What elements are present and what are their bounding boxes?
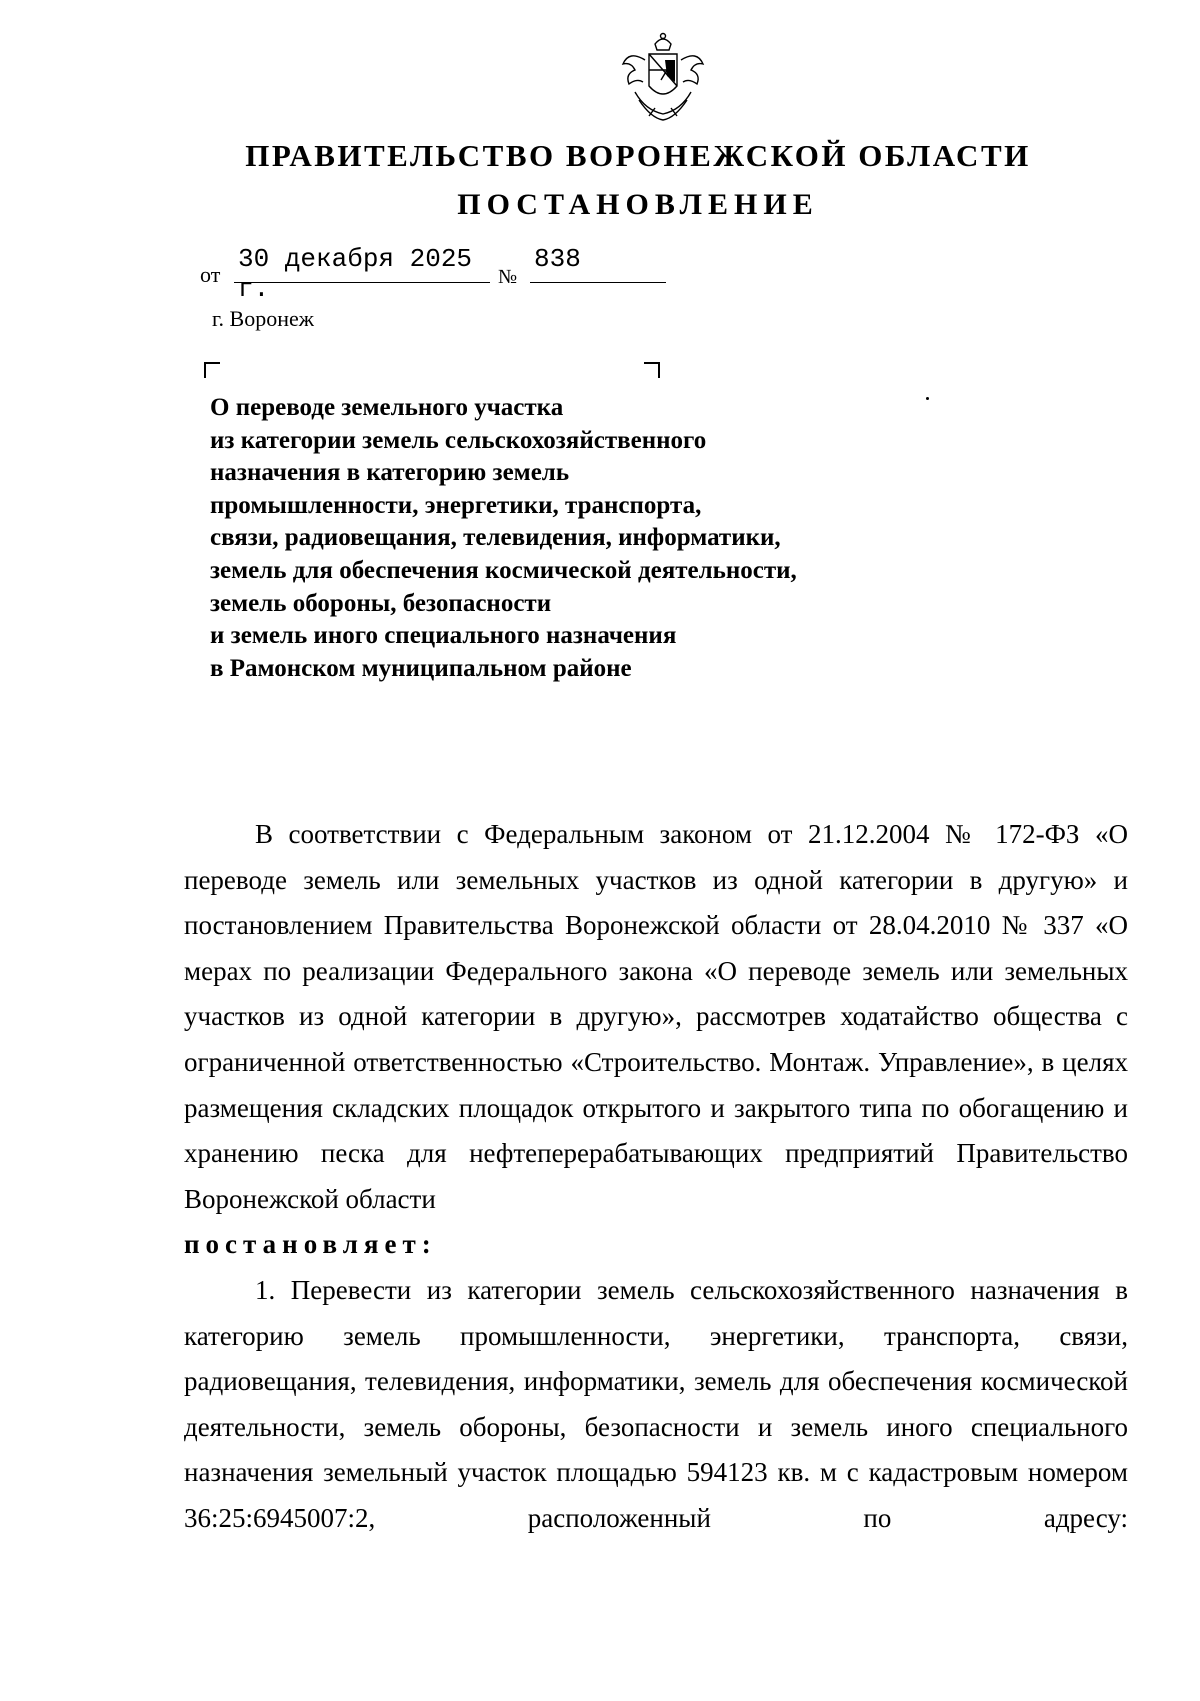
subject-line: О переводе земельного участка (210, 394, 564, 421)
date-field: 30 декабря 2025 г. (234, 244, 490, 283)
subject-line: промышленности, энергетики, транспорта, (210, 491, 702, 519)
subject-line: связи, радиовещания, телевидения, информатики, (210, 524, 781, 552)
subject-corner-left (204, 362, 220, 378)
subject-corner-right (644, 362, 660, 378)
from-label: от (200, 262, 221, 287)
subject-line: земель для обеспечения космической деятельности, (210, 556, 797, 584)
number-label: № (498, 266, 518, 288)
government-title: ПРАВИТЕЛЬСТВО ВОРОНЕЖСКОЙ ОБЛАСТИ (245, 138, 1031, 173)
subject-line: и земель иного специального назначения (210, 622, 677, 650)
preamble-paragraph: В соответствии с Федеральным законом от 21.12.2004 № 172-ФЗ «О переводе земель или земельных участков из одной категории в другую» и постановлением Правительства Воронежской области от 28.04.2010 № 337 «О мерах по реализации Федерального закона «О переводе земель или земельных участков из одной категории в другую», рассмотрев ходатайство общества с ограниченной ответственностью «Строительство. Монтаж. Управление», в целях размещения складских площадок открытого и закрытого типа по обогащению и хранению песка для нефтеперерабатывающих предприятий Правительство Воронежской области (184, 819, 1128, 1214)
document-body (184, 812, 1128, 1542)
resolves-line (184, 1222, 1128, 1268)
subject-line: назначения в категорию земель (210, 459, 570, 487)
document-type-title: ПОСТАНОВЛЕНИЕ (457, 188, 819, 221)
subject-heading (210, 392, 797, 685)
coat-of-arms-icon (615, 30, 711, 126)
item-1-paragraph: 1. Перевести из категории земель сельскохозяйственного назначения в категорию земель промышленности, энергетики, транспорта, связи, радиовещания, телевидения, информатики, земель для обеспечения космической деятельности, земель обороны, безопасности и земель иного специального назначения земельный участок площадью 594123 кв. м с кадастровым номером 36:25:6945007:2, расположенный по адресу: (184, 1274, 1128, 1533)
resolves-word: постановляет: (184, 1229, 437, 1260)
subject-line: земель обороны, безопасности (210, 589, 552, 617)
city-label: г. Воронеж (212, 306, 314, 331)
number-field: 838 (530, 244, 666, 283)
subject-line: в Рамонском муниципальном районе (210, 654, 632, 682)
subject-line: из категории земель сельскохозяйственного (210, 426, 707, 454)
stray-mark (926, 397, 929, 400)
